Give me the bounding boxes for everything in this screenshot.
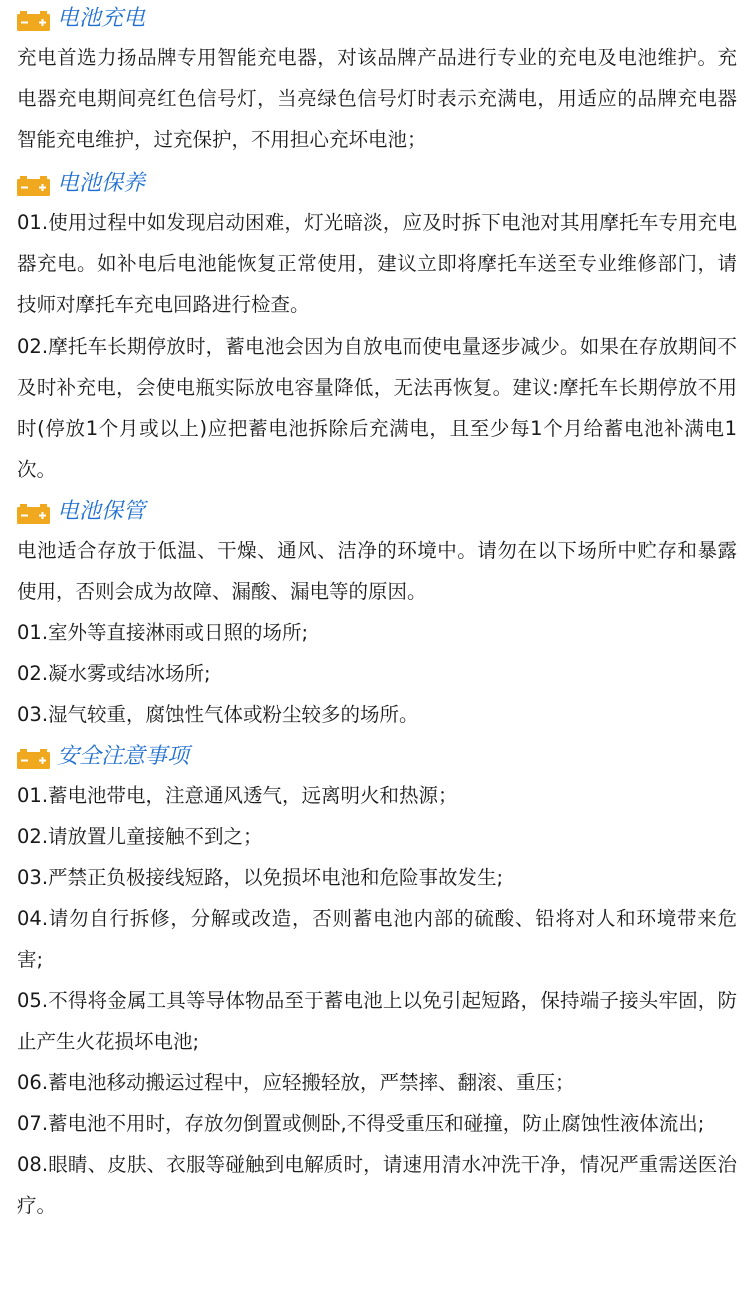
section-heading: [0, 2, 750, 36]
paragraph: 01.蓄电池带电，注意通风透气，远离明火和热源；: [17, 784, 458, 807]
section-battery-storage: [0, 495, 750, 735]
paragraph: 电池适合存放于低温、干燥、通风、洁净的环境中。请勿在以下场所中贮存和暴露使用，否则会成为故障、漏酸、漏电等的原因。: [17, 539, 737, 603]
section-battery-charging: [0, 2, 750, 160]
section-title: 电池保管: [57, 499, 146, 524]
section-title: 电池保养: [57, 171, 146, 196]
battery-icon: [17, 11, 50, 31]
paragraph: 03.严禁正负极接线短路，以免损坏电池和危险事故发生;: [17, 866, 504, 889]
paragraph: 07.蓄电池不用时，存放勿倒置或侧卧,不得受重压和碰撞，防止腐蚀性液体流出;: [17, 1112, 705, 1135]
battery-icon: [17, 504, 50, 524]
paragraph: 01.使用过程中如发现启动困难，灯光暗淡，应及时拆下电池对其用摩托车专用充电器充电。如补电后电池能恢复正常使用，建议立即将摩托车送至专业维修部门，请技师对摩托车充电回路进行检查。: [17, 211, 737, 316]
paragraph: 08.眼睛、皮肤、衣服等碰触到电解质时，请速用清水冲洗干净，情况严重需送医治疗。: [17, 1153, 737, 1217]
section-safety-notes: [0, 740, 750, 1226]
section-battery-maintenance: [0, 167, 750, 490]
section-title: 安全注意事项: [57, 744, 190, 769]
battery-icon: [17, 176, 50, 196]
paragraph: 02.摩托车长期停放时，蓄电池会因为自放电而使电量逐步减少。如果在存放期间不及时补充电，会使电瓶实际放电容量降低，无法再恢复。建议:摩托车长期停放不用时(停放1个月或以上)应把蓄电池拆除后充满电，且至少每1个月给蓄电池补满电1次。: [17, 335, 737, 481]
section-heading: [0, 167, 750, 201]
paragraph: 充电首选力扬品牌专用智能充电器，对该品牌产品进行专业的充电及电池维护。充电器充电期间亮红色信号灯，当亮绿色信号灯时表示充满电，用适应的品牌充电器智能充电维护，过充保护，不用担心充坏电池；: [17, 46, 737, 151]
battery-icon: [17, 749, 50, 769]
paragraph: 02.凝水雾或结冰场所;: [17, 662, 211, 685]
paragraph: 02.请放置儿童接触不到之；: [17, 825, 263, 848]
paragraph: 04.请勿自行拆修，分解或改造，否则蓄电池内部的硫酸、铅将对人和环境带来危害;: [17, 907, 737, 971]
paragraph: 01.室外等直接淋雨或日照的场所;: [17, 621, 309, 644]
section-heading: [0, 495, 750, 529]
paragraph: 03.湿气较重，腐蚀性气体或粉尘较多的场所。: [17, 703, 419, 726]
section-heading: [0, 740, 750, 774]
paragraph: 06.蓄电池移动搬运过程中，应轻搬轻放，严禁摔、翻滚、重压；: [17, 1071, 575, 1094]
section-title: 电池充电: [57, 6, 146, 31]
paragraph: 05.不得将金属工具等导体物品至于蓄电池上以免引起短路，保持端子接头牢固，防止产生火花损坏电池;: [17, 989, 737, 1053]
